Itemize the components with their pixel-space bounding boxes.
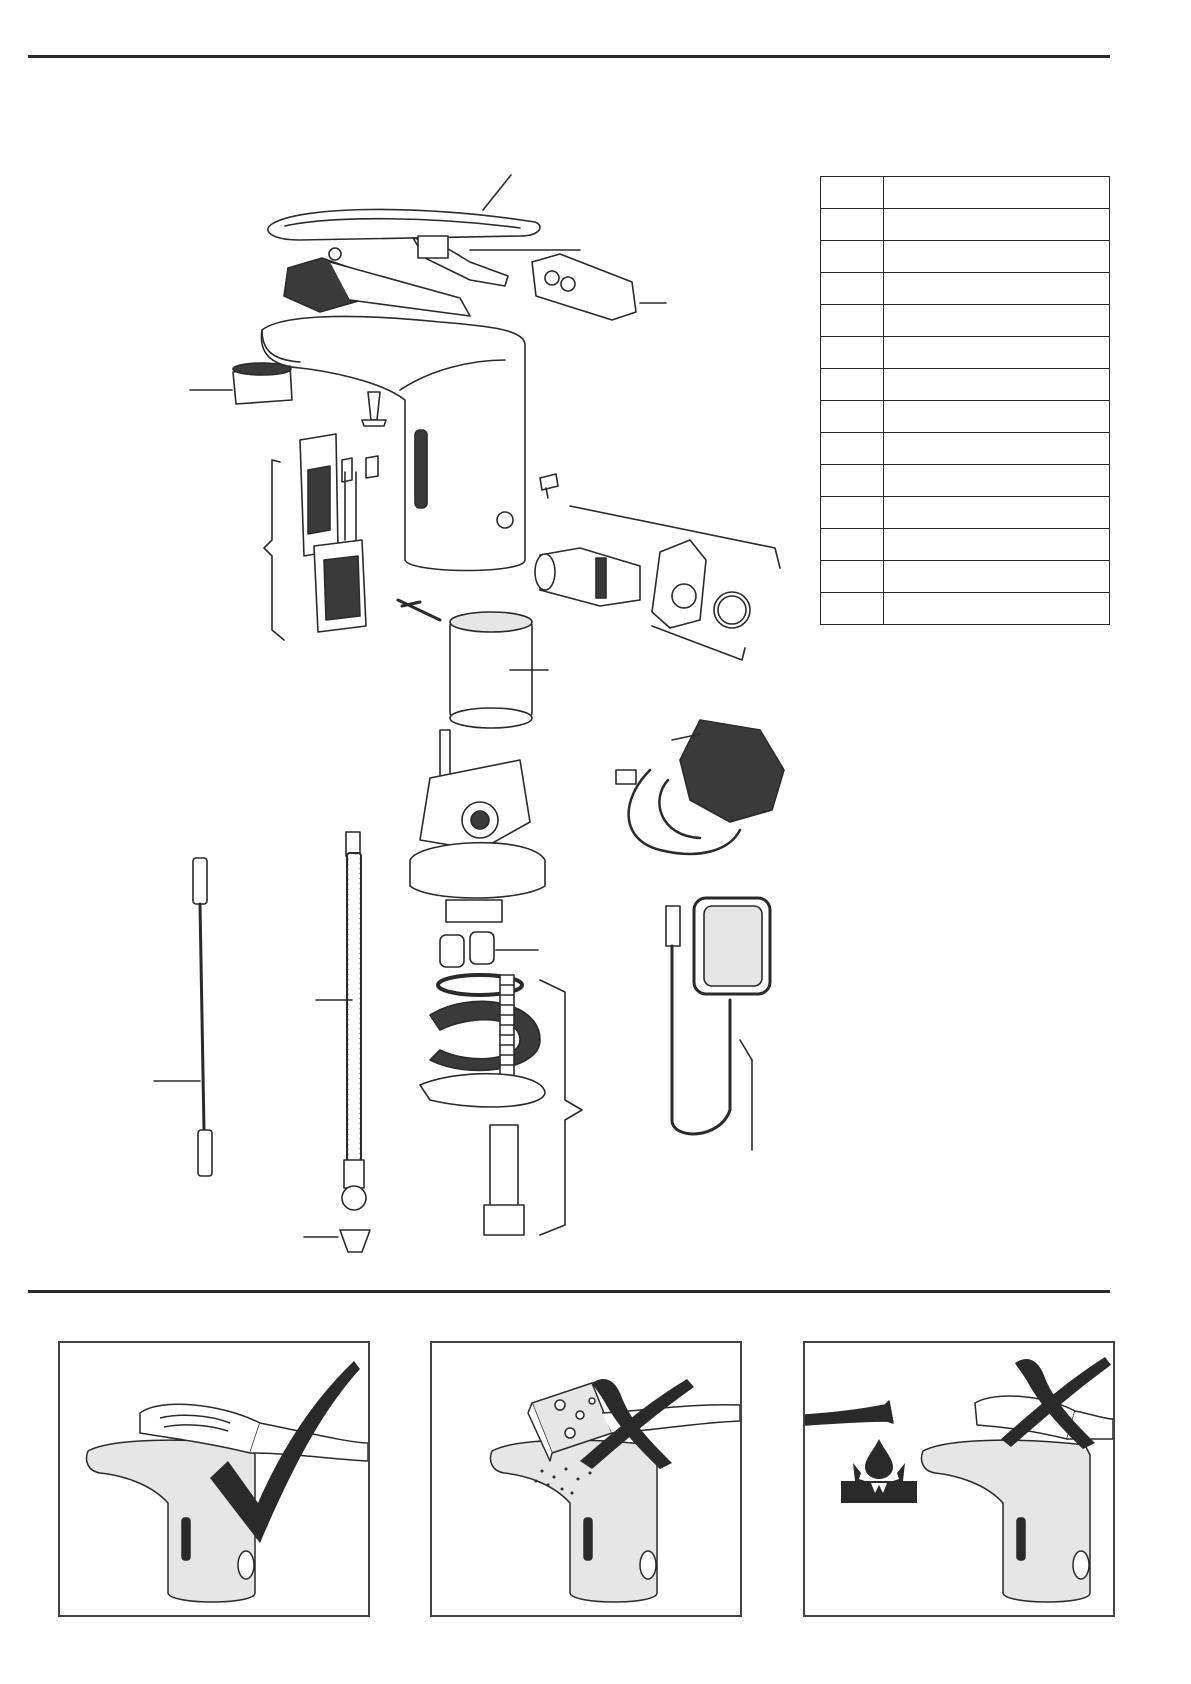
part-number: [821, 433, 884, 465]
table-row: [821, 209, 1110, 241]
part-number: [821, 561, 884, 593]
part-number: [821, 465, 884, 497]
cartridge-block-part: [532, 254, 666, 320]
part-number: [821, 177, 884, 209]
part-number: [821, 369, 884, 401]
bracket-battery: [264, 460, 284, 640]
part-description: [884, 401, 1110, 433]
corrosive-hazard-icon: [841, 1439, 917, 1503]
part-number: [821, 401, 884, 433]
part-number: [821, 241, 884, 273]
part-description: [884, 433, 1110, 465]
table-row: [821, 369, 1110, 401]
part-number: [821, 337, 884, 369]
part-number: [821, 497, 884, 529]
lever-cover-part: [268, 175, 540, 240]
sensor-cable-part: [154, 858, 212, 1176]
table-row: [821, 177, 1110, 209]
table-row: [821, 529, 1110, 561]
table-row: [821, 465, 1110, 497]
care-panel-abrasive-sponge: [430, 1341, 742, 1617]
electronics-module-part: [398, 600, 548, 728]
part-description: [884, 561, 1110, 593]
pour-bottle-illustration: [805, 1401, 893, 1425]
part-description: [884, 273, 1110, 305]
mounting-set-part: [420, 975, 582, 1235]
part-description: [884, 241, 1110, 273]
middle-rule: [28, 1290, 1110, 1293]
part-description: [884, 337, 1110, 369]
part-description: [884, 177, 1110, 209]
table-row: [821, 337, 1110, 369]
solenoid-valve-part: [410, 730, 545, 922]
part-description: [884, 465, 1110, 497]
screw-small-part: [540, 474, 558, 498]
care-panel-soft-cloth: [58, 1341, 370, 1617]
faucet-illustration: [922, 1440, 1091, 1602]
part-description: [884, 369, 1110, 401]
table-row: [821, 561, 1110, 593]
table-row: [821, 433, 1110, 465]
faucet-illustration: [491, 1440, 658, 1602]
table-row: [821, 593, 1110, 625]
power-supply-part: [666, 898, 770, 1150]
aerator-part: [190, 363, 292, 404]
part-number: [821, 209, 884, 241]
leader-lever-cover: [483, 175, 511, 210]
filter-inserts-part: [440, 932, 538, 967]
table-row: [821, 273, 1110, 305]
table-row: [821, 305, 1110, 337]
bracket-mounting: [540, 980, 582, 1235]
table-row: [821, 401, 1110, 433]
table-row: [821, 241, 1110, 273]
part-description: [884, 305, 1110, 337]
part-number: [821, 529, 884, 561]
flex-hose-part: [316, 832, 366, 1210]
battery-pack-part: [616, 720, 784, 854]
part-number: [821, 273, 884, 305]
set-screw-part: [362, 392, 386, 426]
strainer-part: [304, 1230, 370, 1252]
part-number: [821, 305, 884, 337]
part-description: [884, 593, 1110, 625]
valve-group-part: [535, 506, 780, 660]
bracket-valve-bottom: [652, 626, 745, 660]
battery-holder-part: [264, 434, 378, 640]
part-description: [884, 529, 1110, 561]
parts-table: [820, 176, 1110, 625]
part-description: [884, 497, 1110, 529]
table-row: [821, 497, 1110, 529]
part-number: [821, 593, 884, 625]
care-panel-corrosive-cleaner: [803, 1341, 1115, 1617]
part-description: [884, 209, 1110, 241]
